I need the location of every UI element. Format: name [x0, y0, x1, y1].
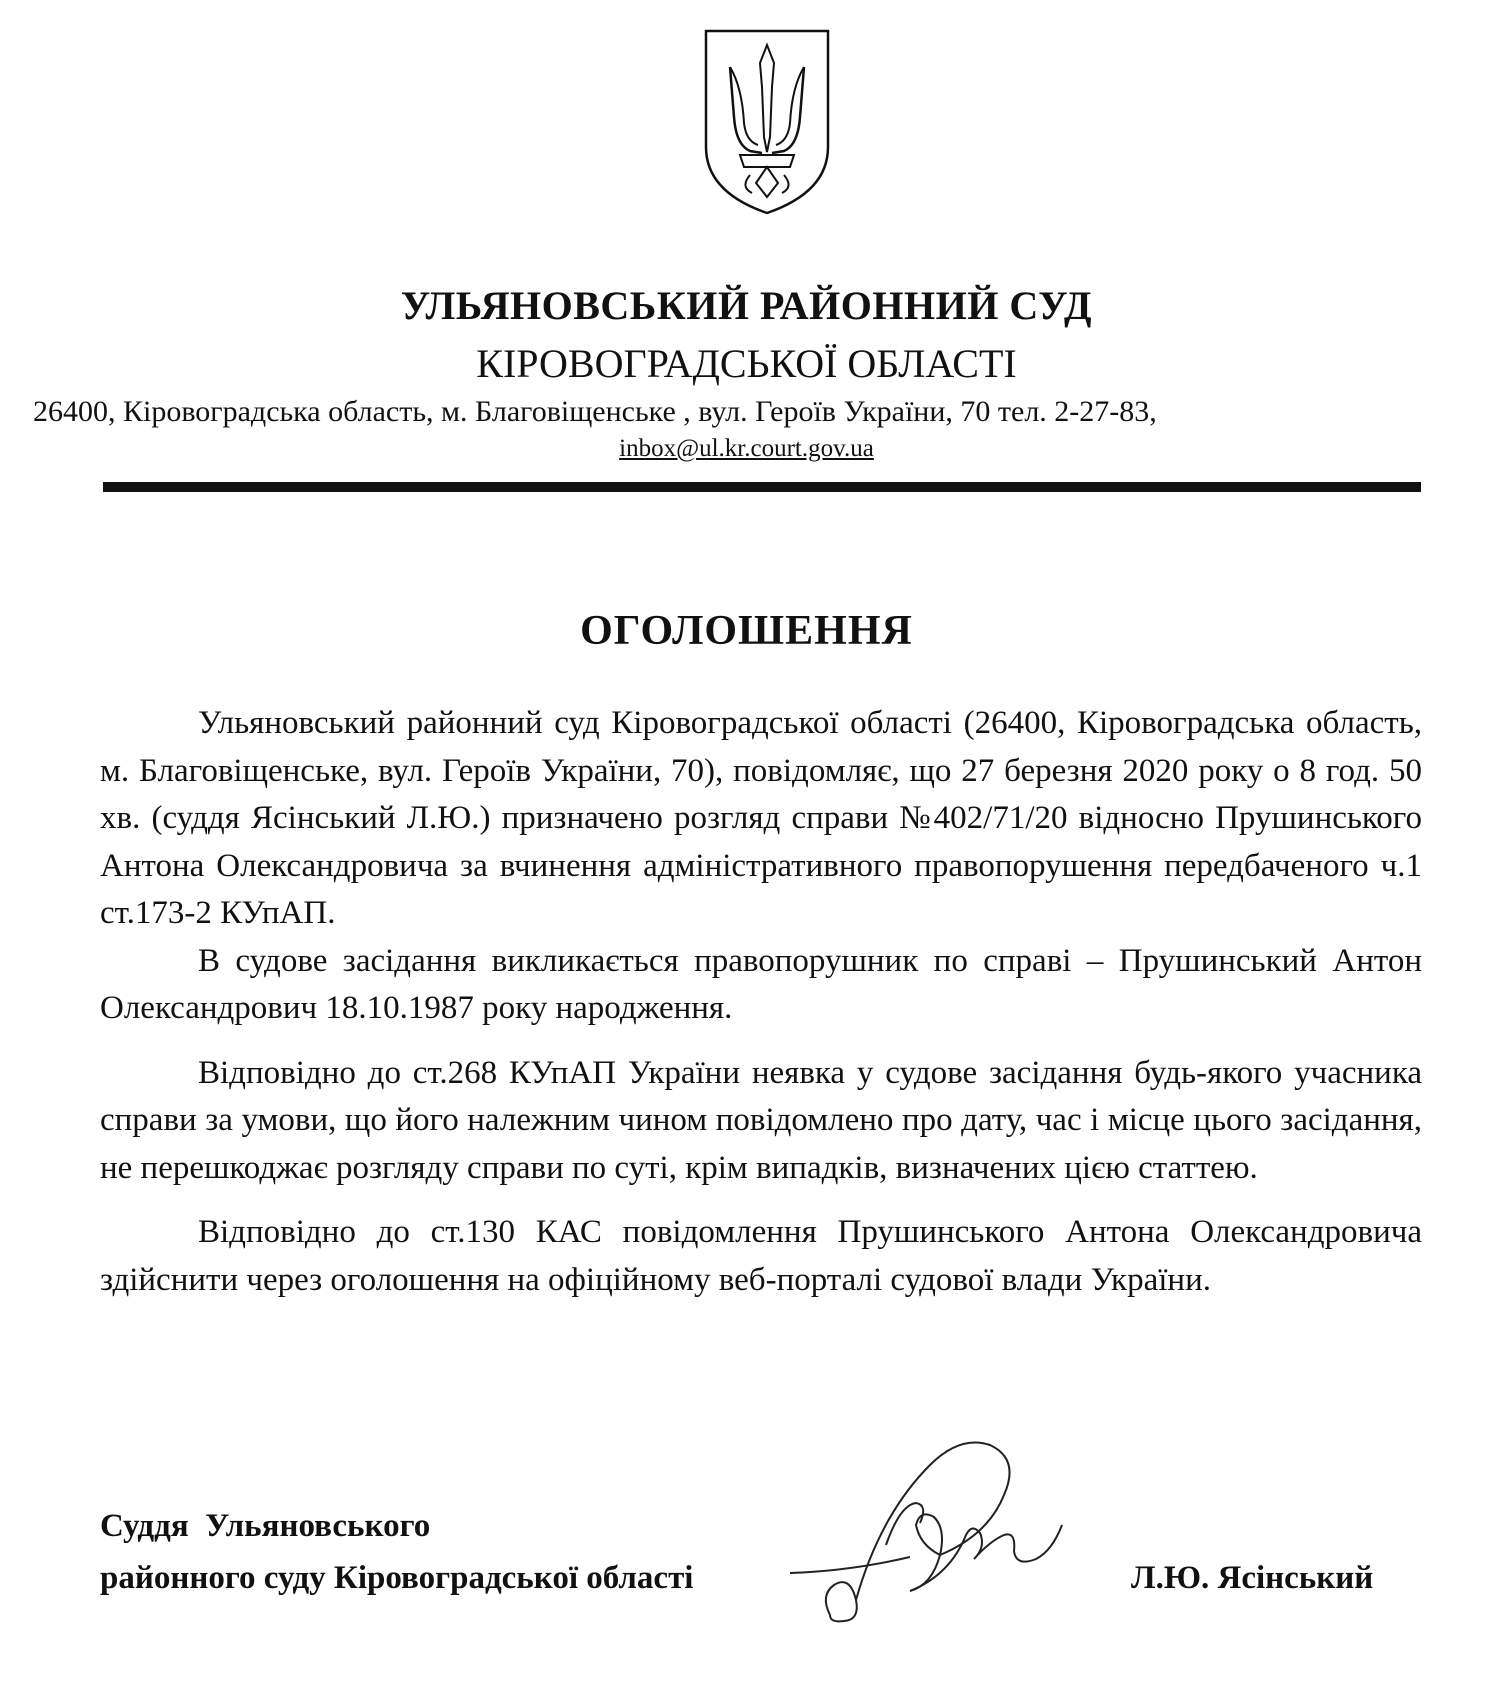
judge-position-line2: районного суду Кіровоградської області — [100, 1560, 694, 1596]
court-email-link[interactable]: inbox@ul.kr.court.gov.ua — [619, 435, 874, 462]
paragraph-hearing: Ульяновський районний суд Кіровоградської області (26400, Кіровоградська область, м. Благовіщенське, вул. Героїв України, 70), повідомляє, що 27 березня 2020 року о 8 год. 50 хв. (суддя Ясінський Л.Ю.) призначено розгляд справи №402/71/20 відносно Прушинського Антона Олександровича за вчинення адміністративного правопорушення передбаченого ч.1 ст.173-2 КУпАП. — [100, 705, 1422, 931]
court-address: 26400, Кіровоградська область, м. Благовіщенське , вул. Героїв України, 70 тел. 2-27-83, — [33, 395, 1157, 428]
judge-position — [100, 1500, 693, 1604]
trident-emblem-icon — [700, 27, 834, 217]
paragraph-summons: В судове засідання викликається правопорушник по справі – Прушинський Антон Олександрович 18.10.1987 року народження. — [100, 942, 1422, 1026]
court-region: КІРОВОГРАДСЬКОЇ ОБЛАСТІ — [476, 341, 1017, 386]
header-divider — [103, 482, 1421, 492]
judge-position-line1: Суддя Ульяновського — [100, 1508, 431, 1544]
paragraph-absence-rule: Відповідно до ст.268 КУпАП України неявка у судове засідання будь-якого учасника справи за умови, що його належним чином повідомлено про дату, час і місце цього засідання, не перешкоджає розгляду справи по суті, крім випадків, визначених цією статтею. — [100, 1054, 1422, 1186]
court-name: УЛЬЯНОВСЬКИЙ РАЙОННИЙ СУД — [400, 283, 1093, 328]
document-title: ОГОЛОШЕННЯ — [580, 608, 913, 654]
judge-name: Л.Ю. Ясінський — [1131, 1560, 1374, 1596]
announcement-body — [100, 700, 1422, 1304]
handwritten-signature-icon — [790, 1425, 1070, 1635]
paragraph-notification: Відповідно до ст.130 КАС повідомлення Прушинського Антона Олександровича здійснити через оголошення на офіційному веб-порталі судової влади України. — [100, 1214, 1422, 1298]
